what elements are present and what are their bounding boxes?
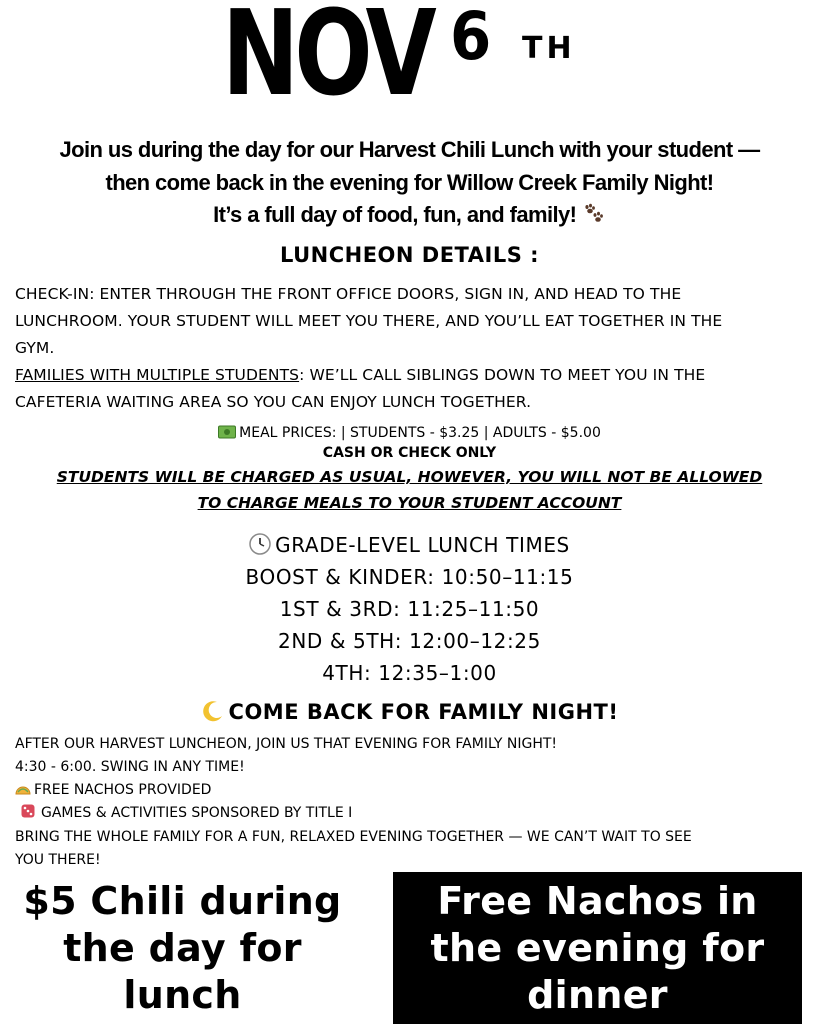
intro-line-3 xyxy=(0,200,819,230)
title-day: 6 xyxy=(450,0,492,75)
families-text: : WE’LL CALL SIBLINGS DOWN TO MEET YOU IN THE xyxy=(299,366,706,384)
warning-line-2: TO CHARGE MEALS TO YOUR STUDENT ACCOUNT xyxy=(197,494,622,512)
chili-callout-line-2: the day for xyxy=(63,926,302,970)
title-day-suffix: TH xyxy=(522,31,576,66)
luncheon-heading: LUNCHEON DETAILS : xyxy=(279,243,540,267)
lunch-times-heading: GRADE-LEVEL LUNCH TIMES xyxy=(275,533,570,557)
lunch-time-row: BOOST & KINDER: 10:50–11:15 xyxy=(245,565,574,589)
clock-icon xyxy=(249,533,271,555)
lunch-times-heading-line xyxy=(0,529,819,561)
lunch-time-row: 2ND & 5TH: 12:00–12:25 xyxy=(278,629,541,653)
warning-line-1: STUDENTS WILL BE CHARGED AS USUAL, HOWEVER, YOU WILL NOT BE ALLOWED xyxy=(56,468,763,486)
family-night-line-4 xyxy=(15,801,352,825)
chili-callout xyxy=(0,872,365,1024)
intro-line-1: Join us during the day for our Harvest Chili Lunch with your student — xyxy=(59,137,760,162)
checkin-line-3: GYM. xyxy=(15,339,55,357)
family-night-line-2: 4:30 - 6:00. SWING IN ANY TIME! xyxy=(15,759,245,775)
family-night-line-1: AFTER OUR HARVEST LUNCHEON, JOIN US THAT EVENING FOR FAMILY NIGHT! xyxy=(15,736,558,752)
cash-only-text: CASH OR CHECK ONLY xyxy=(322,445,497,461)
crescent-moon-icon xyxy=(201,699,225,723)
taco-icon xyxy=(15,783,31,795)
families-label: FAMILIES WITH MULTIPLE STUDENTS xyxy=(15,366,300,384)
family-night-line-4-text: GAMES & ACTIVITIES SPONSORED BY TITLE I xyxy=(41,805,353,821)
checkin-line-1: CHECK-IN: ENTER THROUGH THE FRONT OFFICE DOORS, SIGN IN, AND HEAD TO THE xyxy=(15,285,682,303)
intro-line-2: then come back in the evening for Willow Creek Family Night! xyxy=(105,170,714,195)
meal-prices-line xyxy=(0,421,819,445)
nachos-callout xyxy=(393,872,802,1024)
meal-prices: MEAL PRICES: | STUDENTS - $3.25 | ADULTS - $5.00 xyxy=(239,425,601,441)
nachos-callout-line-2: the evening for xyxy=(430,926,765,970)
family-night-line-5: BRING THE WHOLE FAMILY FOR A FUN, RELAXED EVENING TOGETHER — WE CAN’T WAIT TO SEE xyxy=(15,829,692,845)
family-night-heading-line xyxy=(0,699,819,724)
nachos-callout-line-3: dinner xyxy=(527,973,668,1017)
dice-icon xyxy=(20,803,36,819)
family-night-line-3-text: FREE NACHOS PROVIDED xyxy=(34,782,212,798)
families-line-2: CAFETERIA WAITING AREA SO YOU CAN ENJOY LUNCH TOGETHER. xyxy=(15,393,532,411)
intro-line-3-text: It’s a full day of food, fun, and family! xyxy=(213,202,577,227)
chili-callout-line-3: lunch xyxy=(123,973,242,1017)
lunch-time-row: 1ST & 3RD: 11:25–11:50 xyxy=(279,597,540,621)
lunch-time-row: 4TH: 12:35–1:00 xyxy=(322,661,497,685)
checkin-line-2: LUNCHROOM. YOUR STUDENT WILL MEET YOU THERE, AND YOU’LL EAT TOGETHER IN THE xyxy=(15,312,723,330)
family-night-line-6: YOU THERE! xyxy=(15,852,101,868)
paw-prints-icon xyxy=(582,203,606,225)
chili-callout-line-1: $5 Chili during xyxy=(23,879,342,923)
families-line-1 xyxy=(15,362,705,389)
family-night-heading: COME BACK FOR FAMILY NIGHT! xyxy=(228,700,619,724)
title-month: NOV xyxy=(222,0,433,122)
money-icon xyxy=(218,425,236,439)
family-night-line-3 xyxy=(15,778,211,802)
nachos-callout-line-1: Free Nachos in xyxy=(437,879,758,923)
